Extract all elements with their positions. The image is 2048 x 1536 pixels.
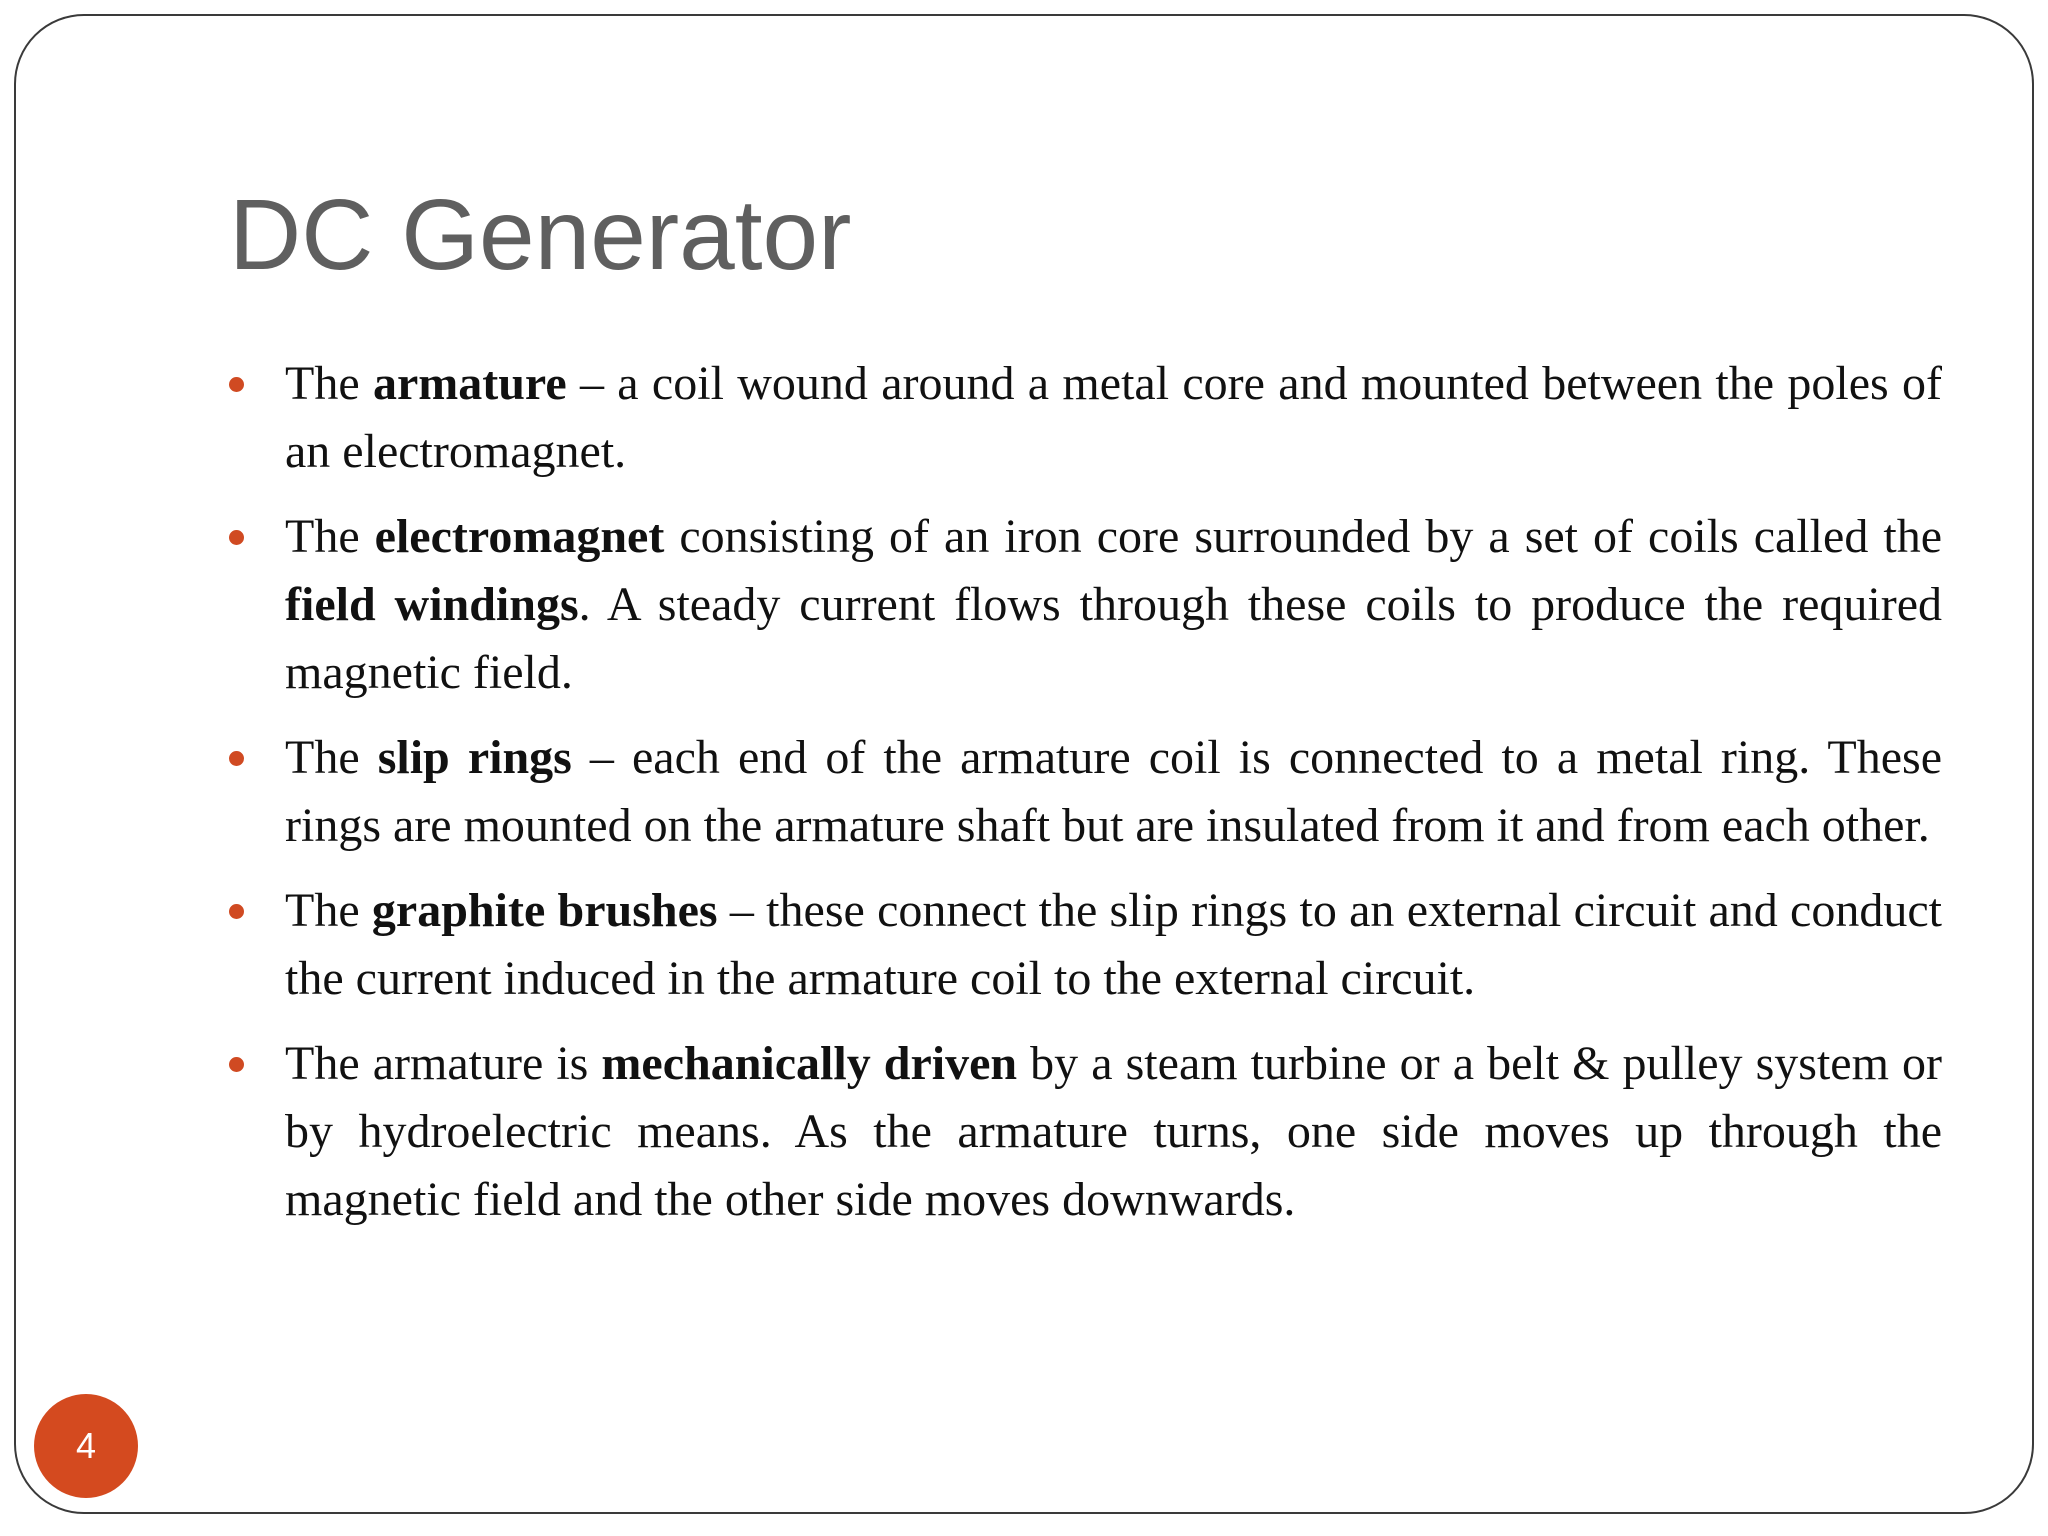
bullet-dot-icon: [229, 530, 244, 545]
bullet-term: mechanically driven: [601, 1037, 1018, 1090]
bullet-dot-icon: [229, 377, 244, 392]
bullet-item-mechanically-driven: [285, 1030, 1942, 1234]
bullet-term: armature: [372, 357, 567, 410]
bullet-dot-icon: [229, 751, 244, 766]
bullet-item-electromagnet: [285, 503, 1942, 707]
bullet-text-prefix: The: [285, 884, 372, 937]
bullet-item-slip-rings: [285, 724, 1942, 860]
bullet-text-prefix: The: [285, 357, 373, 410]
bullet-dot-icon: [229, 1057, 244, 1072]
slide: [14, 14, 2034, 1514]
bullet-text: – a coil wound around a metal core and mounted between the poles of an electromagnet.: [285, 357, 1943, 478]
bullet-text: – these connect the slip rings to an external circuit and conduct the current induced in the armature coil to the external circuit.: [285, 884, 1943, 1005]
bullet-dot-icon: [229, 904, 244, 919]
page-number-badge: [34, 1394, 138, 1498]
bullet-text-prefix: The: [285, 731, 378, 784]
bullet-term-secondary: field windings: [285, 578, 579, 631]
bullet-text: consisting of an iron core surrounded by a set of coils called the: [664, 510, 1942, 563]
page-number: 4: [75, 1425, 97, 1466]
bullet-item-graphite-brushes: [285, 877, 1942, 1013]
slide-title: DC Generator: [229, 179, 852, 291]
bullet-text-prefix: The armature is: [285, 1037, 602, 1090]
bullet-text: – each end of the armature coil is connected to a metal ring. These rings are mounted on the armature shaft but are insulated from it and from each other.: [285, 731, 1943, 852]
bullet-text-continued: . A steady current flows through these coils to produce the required magnetic field.: [285, 578, 1942, 699]
bullet-text-prefix: The: [285, 510, 375, 563]
bullet-term: slip rings: [377, 731, 572, 784]
bullet-list: [285, 350, 1942, 1251]
bullet-term: electromagnet: [374, 510, 665, 563]
bullet-term: graphite brushes: [371, 884, 718, 937]
bullet-item-armature: [285, 350, 1942, 486]
bullet-text: by a steam turbine or a belt & pulley system or by hydroelectric means. As the armature turns, one side moves up through the magnetic field and the other side moves downwards.: [285, 1037, 1942, 1226]
